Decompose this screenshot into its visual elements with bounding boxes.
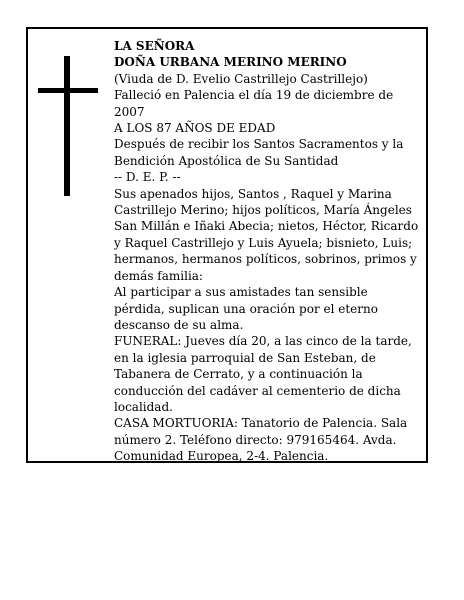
cross-vertical-bar: [64, 56, 70, 196]
death-info: Falleció en Palencia el día 19 de diciembre de 2007: [114, 88, 394, 119]
dep-line: -- D. E. P. --: [114, 170, 181, 185]
mortuary-paragraph: CASA MORTUORIA: Tanatorio de Palencia. Sala número 2. Teléfono directo: 979165464. Avda. Comunidad Europea, 2-4. Palencia.: [114, 416, 408, 464]
obituary-text: [114, 38, 420, 465]
age-line: A LOS 87 AÑOS DE EDAD: [114, 121, 276, 136]
cross-horizontal-bar: [38, 88, 98, 93]
funeral-paragraph: FUNERAL: Jueves día 20, a las cinco de la tarde, en la iglesia parroquial de San Esteban, de Tabanera de Cerrato, y a continuación la conducción del cadáver al cementerio de dicha localidad.: [114, 334, 412, 414]
deceased-name: DOÑA URBANA MERINO MERINO: [114, 55, 347, 70]
sacraments-paragraph: Después de recibir los Santos Sacramentos y la Bendición Apostólica de Su Santidad: [114, 137, 404, 168]
family-paragraph: Sus apenados hijos, Santos , Raquel y Marina Castrillejo Merino; hijos políticos, María Ángeles San Millán e Iñaki Abecia; nietos, Héctor, Ricardo y Raquel Castrillejo y Luis Ayuela; bisnieto, Luis; hermanos, hermanos políticos, sobrinos, primos y demás familia:: [114, 186, 419, 283]
cross-icon: [38, 56, 98, 196]
request-paragraph: Al participar a sus amistades tan sensible pérdida, suplican una oración por el eterno descanso de su alma.: [114, 285, 378, 332]
widow-of-line: (Viuda de D. Evelio Castrillejo Castrillejo): [114, 71, 368, 86]
title-line-1: LA SEÑORA: [114, 39, 195, 53]
